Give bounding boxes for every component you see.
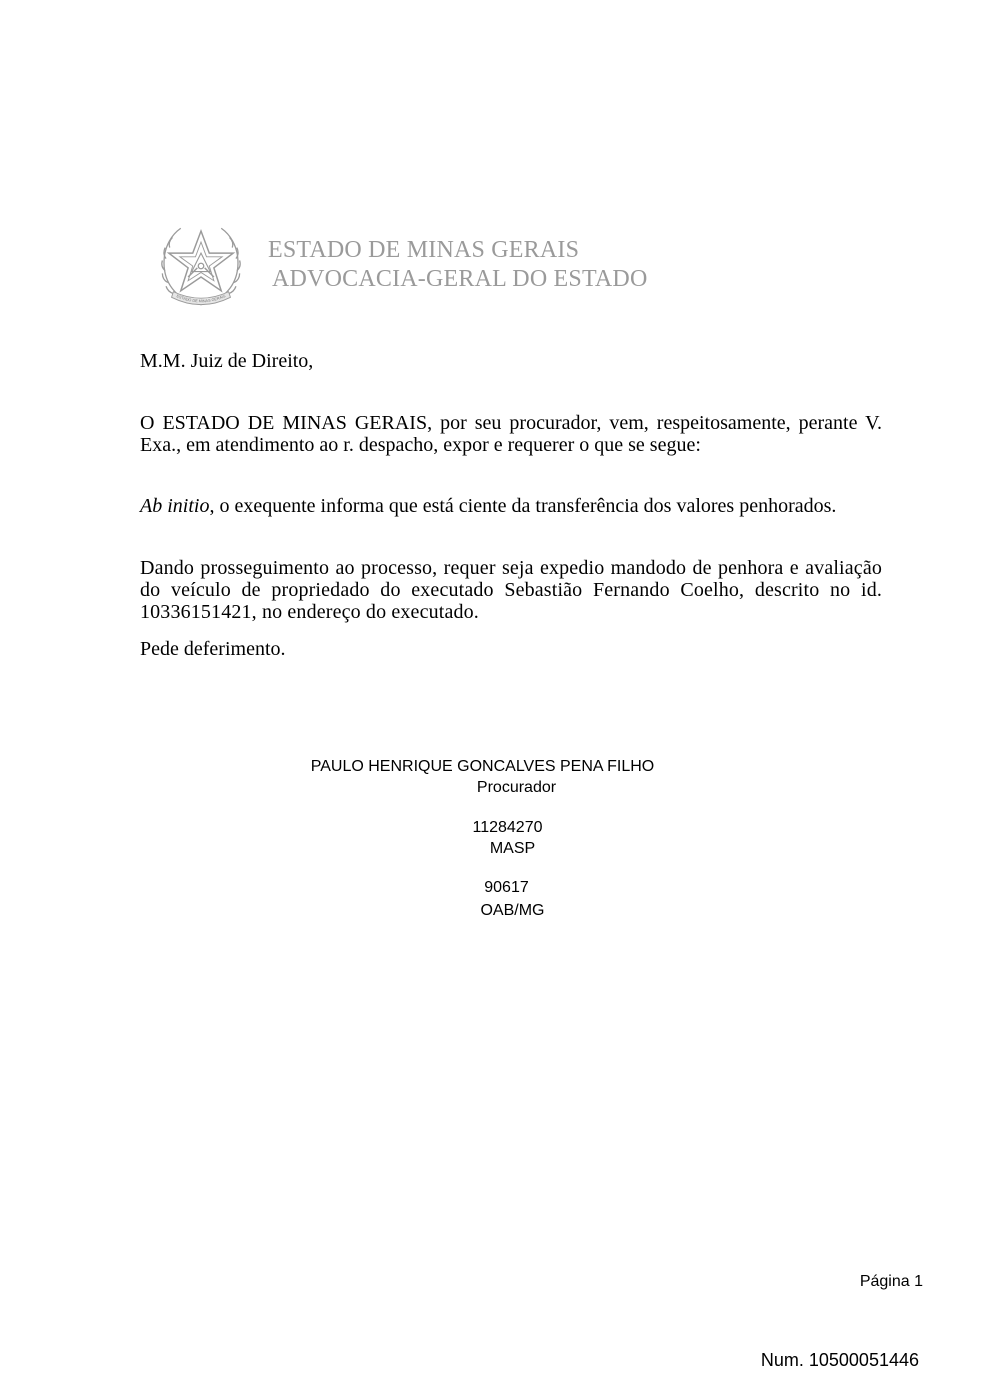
oab-label: OAB/MG <box>480 902 545 919</box>
masp-number: 11284270 <box>472 819 543 836</box>
ab-initio-phrase: Ab initio <box>140 495 210 517</box>
signer-role: Procurador <box>476 779 557 796</box>
masp-label: MASP <box>489 840 536 857</box>
closing-line: Pede deferimento. <box>140 638 286 660</box>
paragraph-ab-initio-text: , o exequente informa que está ciente da transferência dos valores penhorados. <box>209 495 837 517</box>
org-name-line1: ESTADO DE MINAS GERAIS <box>268 237 580 263</box>
organization-header <box>268 236 648 294</box>
paragraph-request: Dando prosseguimento ao processo, requer seja expedio mandodo de penhora e avaliação do veículo de propriedado do executado Sebastião Fernando Coelho, descrito no id. 10336151421, no endereço do executado. <box>140 557 882 623</box>
document-number: Num. 10500051446 <box>760 1350 919 1370</box>
salutation: M.M. Juiz de Direito, <box>140 350 314 372</box>
seal-ribbon-text: ESTADO DE MINAS GERAIS <box>175 294 227 304</box>
coat-of-arms-icon <box>155 220 247 312</box>
org-name-line2: ADVOCACIA-GERAL DO ESTADO <box>272 266 648 292</box>
oab-number: 90617 <box>484 879 529 896</box>
page-number: Página 1 <box>859 1273 923 1290</box>
signer-name: PAULO HENRIQUE GONCALVES PENA FILHO <box>310 758 655 775</box>
paragraph-ab-initio <box>140 495 882 517</box>
paragraph-intro: O ESTADO DE MINAS GERAIS, por seu procurador, vem, respeitosamente, perante V. Exa., em atendimento ao r. despacho, expor e requerer o que se segue: <box>140 412 882 456</box>
